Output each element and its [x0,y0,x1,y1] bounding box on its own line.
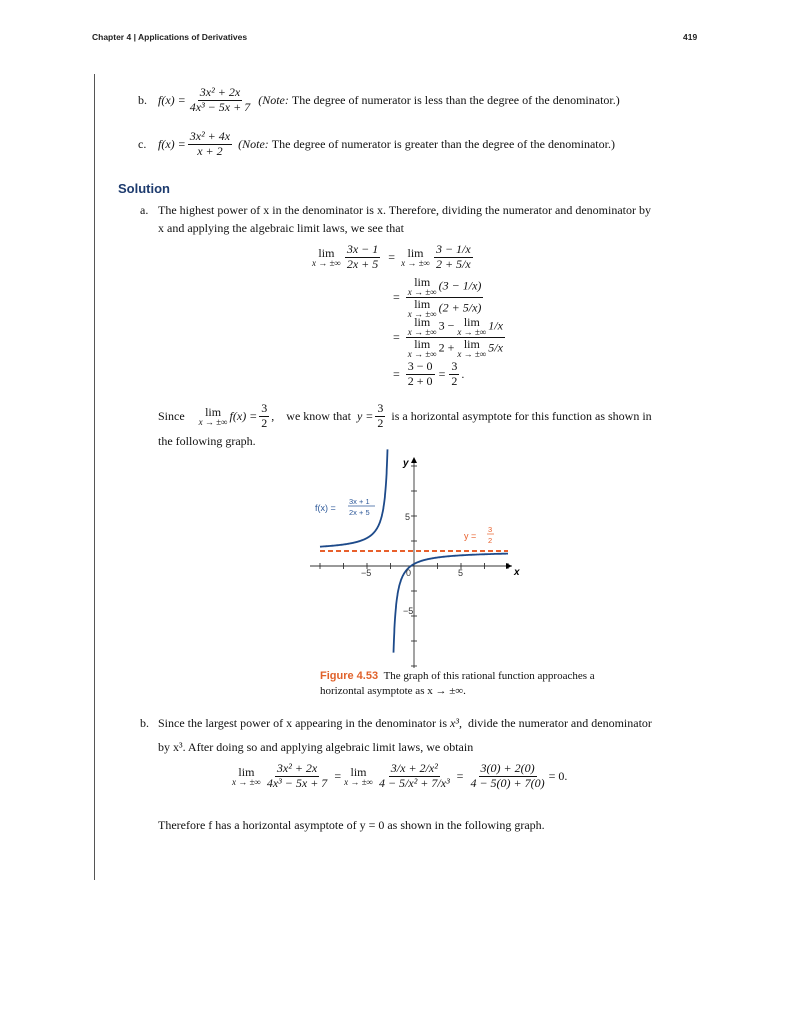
part-a-label: a. [140,203,149,217]
therefore-text: Therefore f has a horizontal asymptote of y = 0 as shown in the following graph. [158,818,545,832]
chapter-header: Chapter 4 | Applications of Derivatives [92,32,248,42]
part-a-text-2: x and applying the algebraic limit laws, we see that [158,221,404,235]
origin-label: 0 [406,568,412,578]
limit: lim x → ±∞ [312,245,341,268]
part-b-text-1: Since the largest power of x appearing in the denominator is x³, divide the numerator and denominator [158,716,652,730]
note-label: (Note: [258,92,289,107]
numerator: 3x² + 2x [199,85,241,99]
denominator: 4x³ − 5x + 7 [189,99,251,114]
item-label: b. [138,92,147,107]
item-label: c. [138,136,147,151]
limit-eq-1: lim x → ±∞ $\frac{3x - 1}{2x + 5}$ = lim x → ±∞ $\frac{3 - 1/x}{2 + 5/x}$ [312,242,471,271]
note-label: (Note: [238,136,269,151]
lhs: f(x) = [158,92,186,107]
part-a-text-1: The highest power of x in the denominator is x. Therefore, dividing the numerator and denominator by [158,203,651,217]
part-b-label: b. [140,716,149,730]
asymptote-label: y = [464,531,477,541]
limit-eq-b: lim x → ±∞ $\frac{\text{3x² + 2x}}{\text{4x³ − 5x + 7}}$ = lim x → ±∞ $\frac{\text{3/x + 2/x²}}{\text{4 − 5/x² + 7/x³}}$ = $\frac{3(0) + 2(0)}{4 - 5(0) + 7(0)}$ = 0. [232,761,568,790]
x-tick-neg5: −5 [361,568,372,578]
since-line: Since lim x → ±∞ f(x) = $\frac{3}{2}$ , we know that y = $\frac{3}{2}$ is a horizontal asymptote for this function as shown in [158,401,652,430]
y-tick-5: 5 [405,512,411,522]
function-label: f(x) = [315,503,336,513]
denominator: x + 2 [197,143,223,158]
figure-caption: Figure 4.53 The graph of this rational function approaches a [320,670,595,682]
limit-eq-2: = lim x → ±∞ (3 − 1/x) lim x → ±∞ (2 + 5/x) [393,275,482,319]
axes [310,457,512,668]
function-label-num: 3x + 1 [349,497,370,506]
figure-number: Figure 4.53 [320,670,379,682]
asymptote-label-den: 2 [488,536,493,545]
numerator: 3x² + 4x [189,129,231,143]
limit-eq-4: = $\frac{3 - 0}{2 + 0}$ = $\frac{3}{2}$ . [393,359,465,388]
y-tick-neg5: −5 [403,606,414,616]
lhs: f(x) = [158,136,186,151]
x-axis-label: x [514,567,520,578]
note-text: The degree of numerator is less than the degree of the denominator.) [291,92,620,107]
x-arrow-icon [506,563,512,569]
x-tick-5: 5 [458,568,464,578]
y-arrow-icon [411,457,417,463]
note-text: The degree of numerator is greater than the degree of the denominator.) [271,136,615,151]
page-number: 419 [683,32,698,42]
figure-caption-2: horizontal asymptote as x → ±∞. [320,685,466,697]
y-axis-label: y [403,458,409,469]
asymptote-label-num: 3 [488,525,493,534]
limit-eq-3: = lim x → ±∞ 3 − lim x → ±∞ 1/x lim x → ±∞ 2 + lim x → ±∞ 5/x [393,315,503,359]
part-b-text-2: by x³. After doing so and applying algebraic limit laws, we obtain [158,740,474,754]
solution-heading: Solution [118,181,170,196]
function-label-den: 2x + 5 [349,508,370,517]
since-line-2: the following graph. [158,434,256,448]
